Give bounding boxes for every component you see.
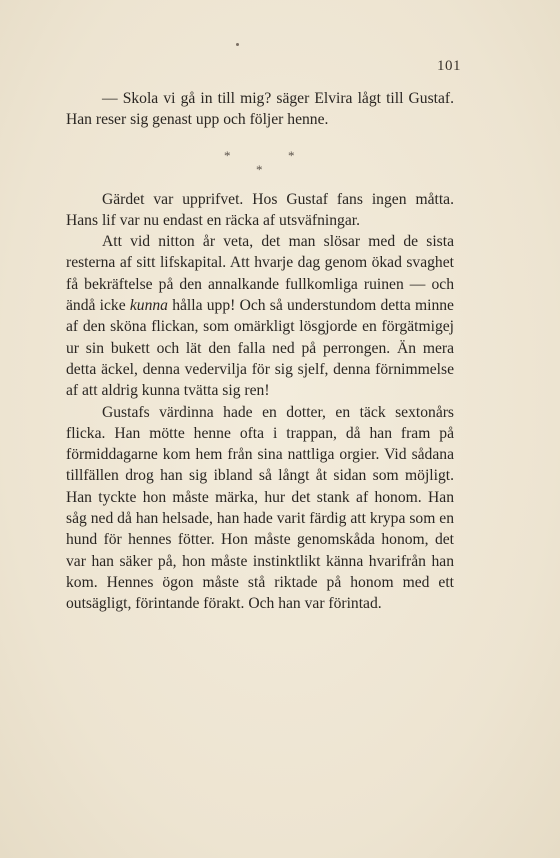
paragraph-text: Att vid nitton år veta, det man slösar med de sista resterna af sitt lifskapital. Att hvarje dag genom ökad svaghet få bekräftelse på den annalkande fullkomliga ruinen — och ändå icke bbox=[66, 233, 454, 315]
paragraph-text: hålla upp! Och så understundom detta minne af den sköna flickan, som omärkligt lösgjorde en förgätmigej ur sin bukett och lät den falla ned på perrongen. Än mera detta äckel, denna vedervilja för sig sjelf, denna förnimmelse af att aldrig kunna tvätta sig ren! bbox=[66, 297, 454, 400]
paragraph bbox=[66, 231, 454, 401]
emphasis-text: kunna bbox=[129, 297, 168, 315]
paragraph: Gärdet var upprifvet. Hos Gustaf fans ingen måtta. Hans lif var nu endast en räcka af utsväfningar. bbox=[66, 190, 454, 229]
asterisk: * bbox=[224, 147, 231, 163]
paragraph-dialogue: — Skola vi gå in till mig? säger Elvira lågt till Gustaf. Han reser sig genast upp och följer henne. bbox=[66, 90, 454, 129]
section-break bbox=[66, 131, 454, 189]
page-number: 101 bbox=[437, 58, 461, 74]
asterisk: * bbox=[288, 147, 295, 163]
paragraph: Gustafs värdinna hade en dotter, en täck sextonårs flicka. Han mötte henne ofta i trappan, då han fram på förmiddagarne kom hem från sina nattliga orgier. Vid sådana tillfällen drog han sig ibland så långt åt sidan som möjligt. Han tyckte hon måste märka, hur det stank af honom. Han såg ned då han helsade, han hade varit färdig att krypa som en hund för hennes fötter. Hon måste genomskåda honom, det var han säker på, hon måste instinktlikt känna hvarifrån han kom. Hennes ögon måste stå riktade på honom med ett outsägligt, förintande förakt. Och han var förintad. bbox=[66, 403, 454, 613]
body-text bbox=[66, 88, 454, 615]
print-speck bbox=[236, 43, 239, 46]
asterisk: * bbox=[256, 161, 263, 177]
